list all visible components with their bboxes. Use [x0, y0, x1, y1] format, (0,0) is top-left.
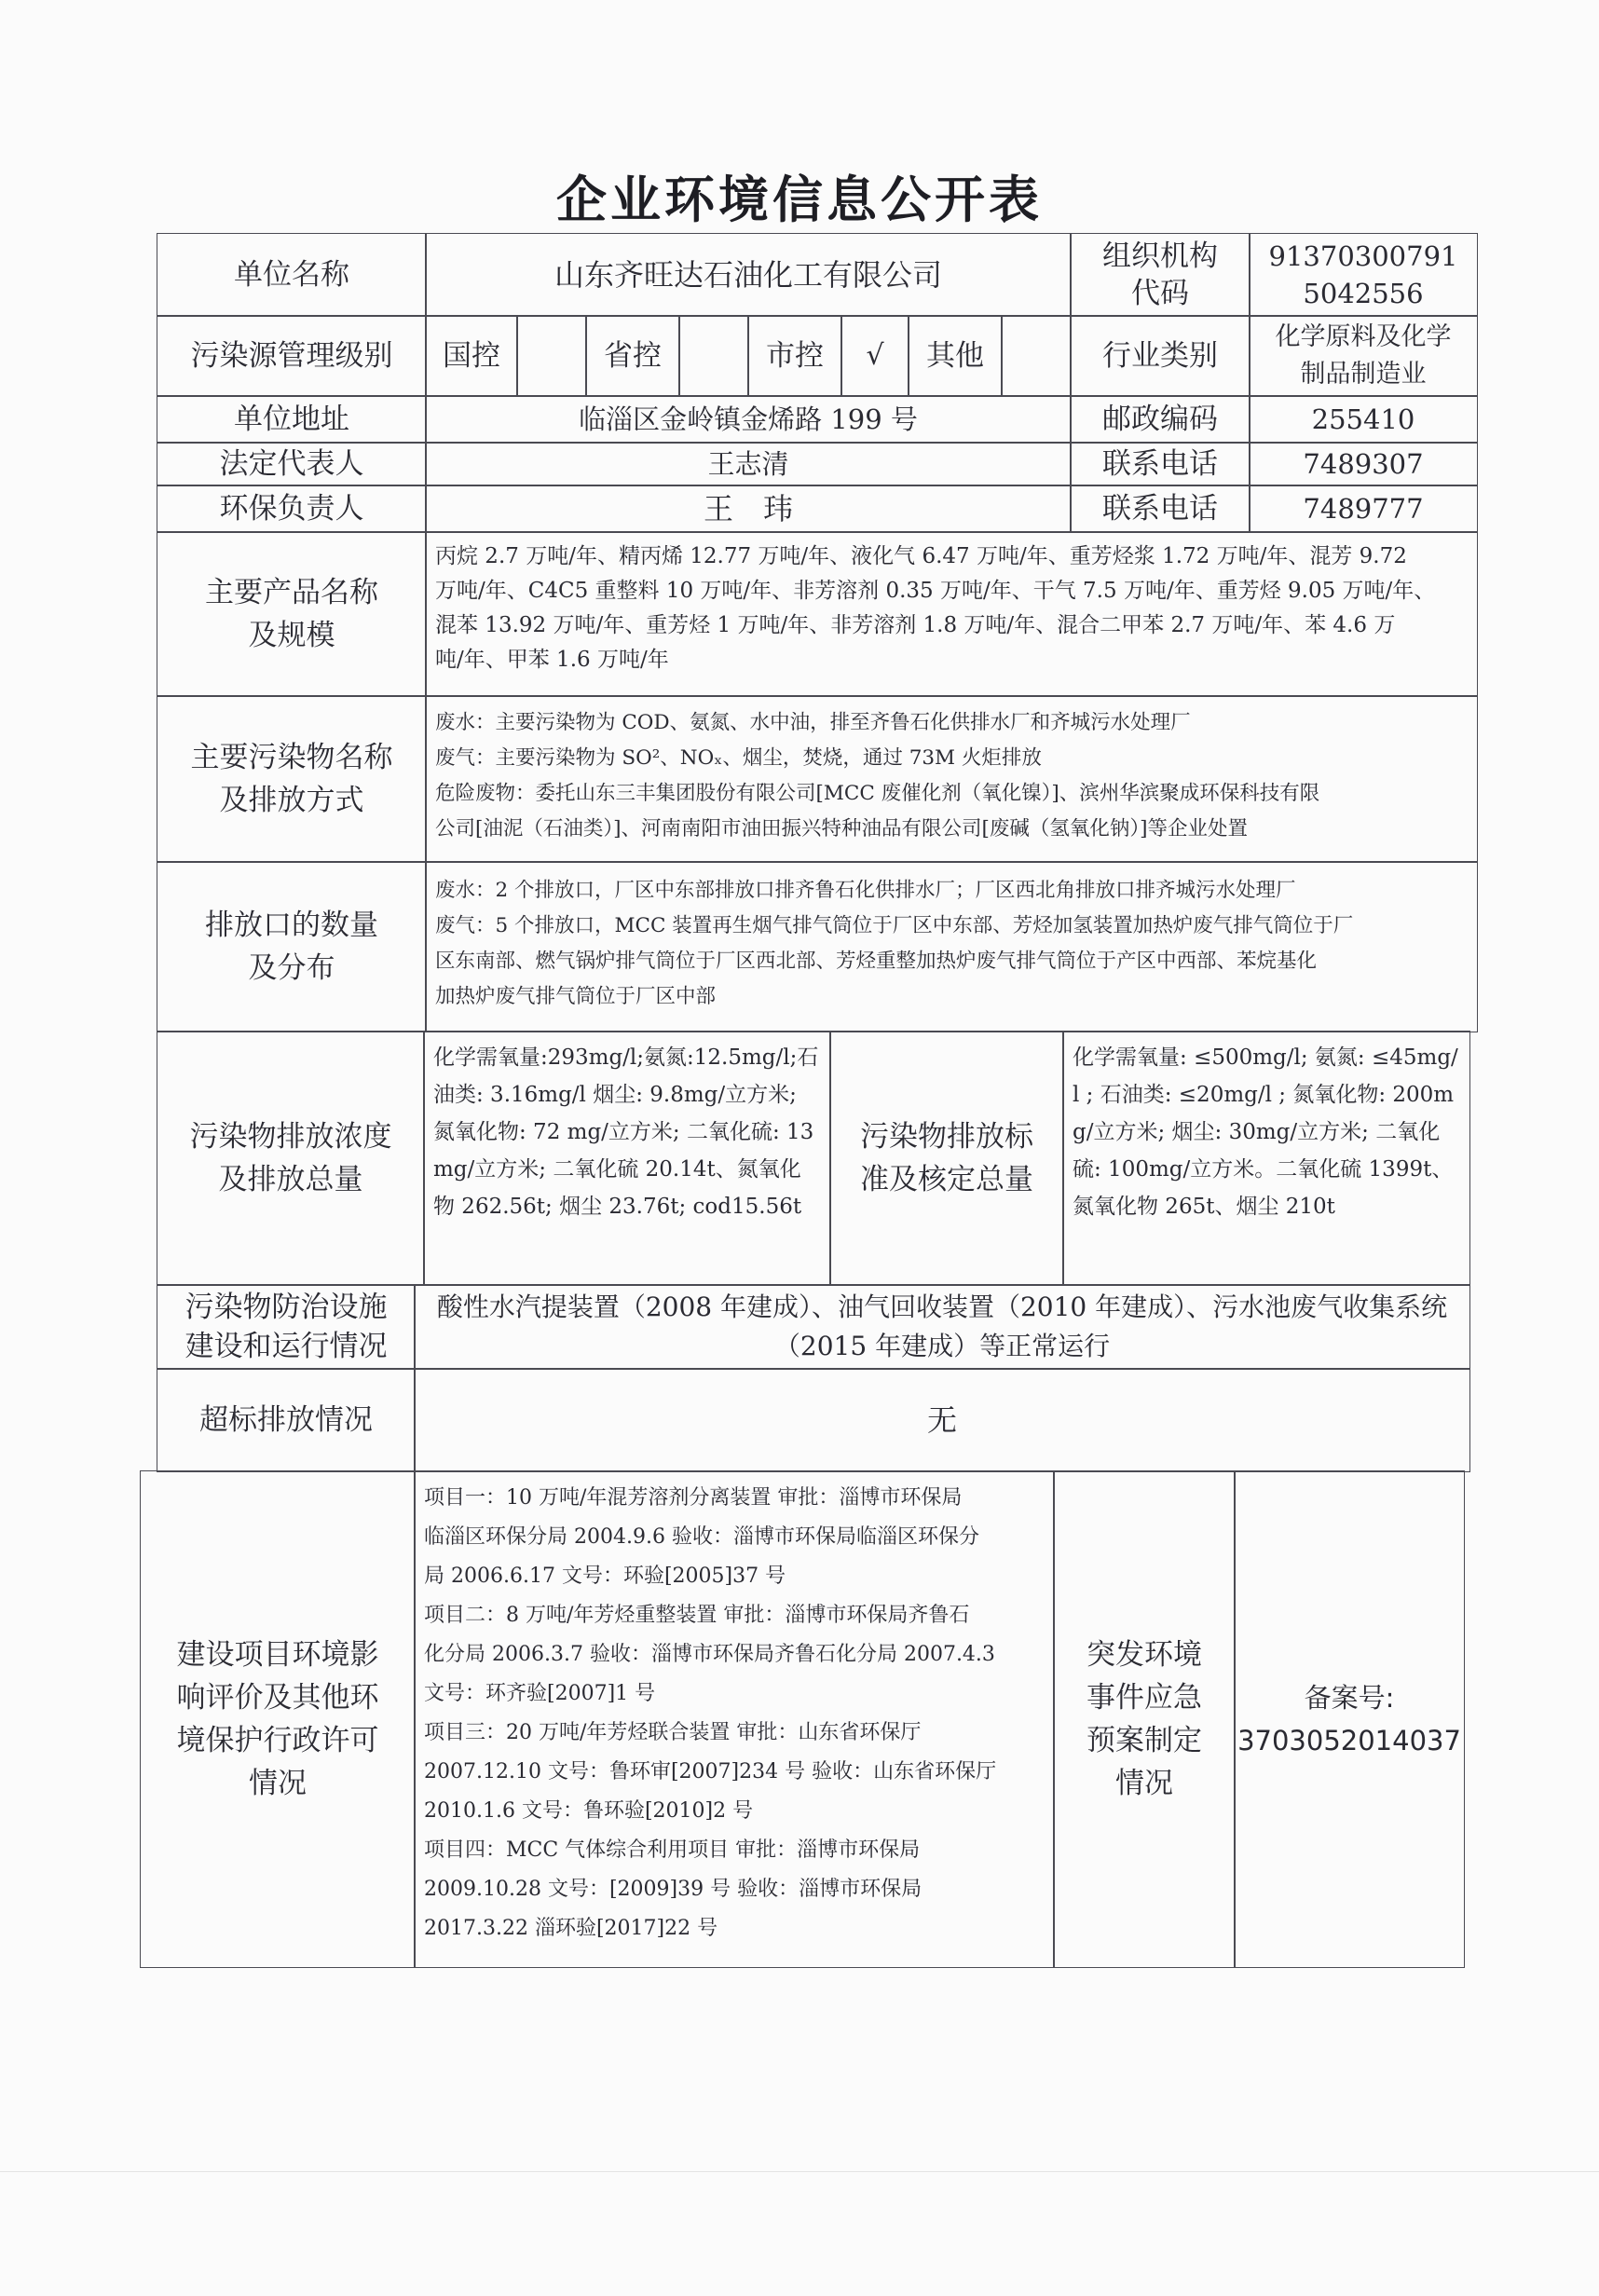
eia-line: 2017.3.22 淄环验[2017]22 号: [424, 1917, 718, 1940]
pollutants-value: [425, 695, 1478, 863]
products-line: 混苯 13.92 万吨/年、重芳烃 1 万吨/年、非芳溶剂 1.8 万吨/年、混合二甲苯 2.7 万吨/年、苯 4.6 万: [435, 613, 1396, 637]
products-label: 主要产品名称 及规模: [157, 531, 427, 697]
org-code-label: 组织机构 代码: [1070, 233, 1250, 317]
phone2-value: 7489777: [1249, 485, 1478, 533]
checkbox-national: [516, 315, 587, 397]
page-title: 企业环境信息公开表: [556, 171, 1043, 229]
products-line: 丙烷 2.7 万吨/年、精丙烯 12.77 万吨/年、液化气 6.47 万吨/年、重芳烃浆 1.72 万吨/年、混芳 9.72: [435, 544, 1407, 568]
facilities-label: 污染物防治设施 建设和运行情况: [157, 1284, 416, 1370]
eia-line: 项目四：MCC 气体综合利用项目 审批：淄博市环保局: [424, 1838, 921, 1862]
address-value: 临淄区金岭镇金烯路 199 号: [425, 395, 1072, 444]
pollutants-label: 主要污染物名称 及排放方式: [157, 695, 427, 863]
pollutants-line: 危险废物：委托山东三丰集团股份有限公司[MCC 废催化剂（氧化镍）]、滨州华滨聚成环保科技有限: [435, 782, 1320, 805]
emissions-value: 化学需氧量:293mg/l;氨氮:12.5mg/l;石油类: 3.16mg/l 烟尘: 9.8mg/立方米; 氮氧化物: 72 mg/立方米; 二氧化硫: 13 mg/立方米; 二氧化硫 20.14t、氮氧化物 262.56t; 烟尘 23.76t; cod15.56t: [423, 1031, 831, 1286]
unit-name-value: 山东齐旺达石油化工有限公司: [425, 233, 1072, 317]
exceed-label: 超标排放情况: [157, 1368, 416, 1472]
phone1-label: 联系电话: [1070, 442, 1250, 486]
emergency-plan-label: 突发环境 事件应急 预案制定 情况: [1053, 1470, 1236, 1968]
industry-label: 行业类别: [1070, 315, 1250, 397]
products-line: 万吨/年、C4C5 重整料 10 万吨/年、非芳溶剂 0.35 万吨/年、干气 7.5 万吨/年、重芳烃 9.05 万吨/年、: [435, 579, 1436, 603]
outlets-line: 废气：5 个排放口，MCC 装置再生烟气排气筒位于厂区中东部、芳烃加氢装置加热炉废气排气筒位于厂: [435, 914, 1354, 937]
industry-value: 化学原料及化学 制品制造业: [1249, 315, 1478, 397]
option-national: 国控: [425, 315, 518, 397]
eia-line: 2009.10.28 文号：[2009]39 号 验收：淄博市环保局: [424, 1878, 922, 1901]
outlets-line: 加热炉废气排气筒位于厂区中部: [435, 985, 717, 1008]
option-other: 其他: [908, 315, 1003, 397]
eia-line: 临淄区环保分局 2004.9.6 验收：淄博市环保局临淄区环保分: [424, 1525, 979, 1549]
legal-rep-label: 法定代表人: [157, 442, 427, 486]
option-municipal: 市控: [747, 315, 842, 397]
outlets-line: 废水：2 个排放口，厂区中东部排放口排齐鲁石化供排水厂；厂区西北角排放口排齐城污水处理厂: [435, 879, 1296, 902]
outlets-line: 区东南部、燃气锅炉排气筒位于厂区西北部、芳烃重整加热炉废气排气筒位于产区中西部、苯烷基化: [435, 950, 1318, 973]
pollutants-line: 公司[油泥（石油类）]、河南南阳市油田振兴特种油品有限公司[废碱（氢氧化钠）]等企业处置: [435, 817, 1249, 840]
postcode-label: 邮政编码: [1070, 395, 1250, 444]
pollutants-line: 废水：主要污染物为 COD、氨氮、水中油，排至齐鲁石化供排水厂和齐城污水处理厂: [435, 711, 1191, 734]
facilities-value: 酸性水汽提装置（2008 年建成）、油气回收装置（2010 年建成）、污水池废气收集系统 （2015 年建成）等正常运行: [414, 1284, 1470, 1370]
eia-line: 项目一：10 万吨/年混芳溶剂分离装置 审批：淄博市环保局: [424, 1486, 963, 1510]
eia-line: 项目二：8 万吨/年芳烃重整装置 审批：淄博市环保局齐鲁石: [424, 1604, 970, 1627]
eia-line: 2007.12.10 文号：鲁环审[2007]234 号 验收：山东省环保厅: [424, 1760, 997, 1784]
unit-name-label: 单位名称: [157, 233, 427, 317]
emission-standard-value: 化学需氧量: ≤500mg/l; 氨氮: ≤45mg/l ; 石油类: ≤20mg/l ; 氮氧化物: 200mg/立方米; 烟尘: 30mg/立方米; 二氧化硫: 100mg/立方米。二氧化硫 1399t、氮氧化物 265t、烟尘 210t: [1062, 1031, 1470, 1286]
env-head-label: 环保负责人: [157, 485, 427, 533]
eia-line: 化分局 2006.3.7 验收：淄博市环保局齐鲁石化分局 2007.4.3: [424, 1643, 995, 1666]
emergency-plan-value: 备案号: 3703052014037: [1234, 1470, 1465, 1968]
emissions-label: 污染物排放浓度 及排放总量: [157, 1031, 425, 1286]
env-head-value: 王 玮: [425, 485, 1072, 533]
eia-label: 建设项目环境影 响评价及其他环 境保护行政许可 情况: [140, 1470, 416, 1968]
pollutants-line: 废气：主要污染物为 SO²、NOₓ、烟尘，焚烧，通过 73M 火炬排放: [435, 746, 1042, 770]
checkbox-provincial: [678, 315, 749, 397]
address-label: 单位地址: [157, 395, 427, 444]
option-provincial: 省控: [585, 315, 680, 397]
phone2-label: 联系电话: [1070, 485, 1250, 533]
org-code-value: 91370300791 5042556: [1249, 233, 1478, 317]
eia-value: [414, 1470, 1055, 1968]
page-bottom-edge: [0, 2171, 1599, 2172]
emission-standard-label: 污染物排放标 准及核定总量: [829, 1031, 1064, 1286]
exceed-value: 无: [414, 1368, 1470, 1472]
pollution-level-label: 污染源管理级别: [157, 315, 427, 397]
products-line: 吨/年、甲苯 1.6 万吨/年: [435, 648, 669, 672]
eia-line: 局 2006.6.17 文号：环验[2005]37 号: [424, 1565, 786, 1588]
phone1-value: 7489307: [1249, 442, 1478, 486]
eia-line: 2010.1.6 文号：鲁环验[2010]2 号: [424, 1799, 754, 1823]
eia-line: 文号：环齐验[2007]1 号: [424, 1682, 656, 1705]
legal-rep-value: 王志清: [425, 442, 1072, 486]
postcode-value: 255410: [1249, 395, 1478, 444]
checkbox-other: [1001, 315, 1072, 397]
eia-line: 项目三：20 万吨/年芳烃联合装置 审批：山东省环保厅: [424, 1721, 922, 1744]
outlets-value: [425, 861, 1478, 1032]
products-value: [425, 531, 1478, 697]
outlets-label: 排放口的数量 及分布: [157, 861, 427, 1032]
checkbox-municipal-checked: √: [840, 315, 909, 397]
